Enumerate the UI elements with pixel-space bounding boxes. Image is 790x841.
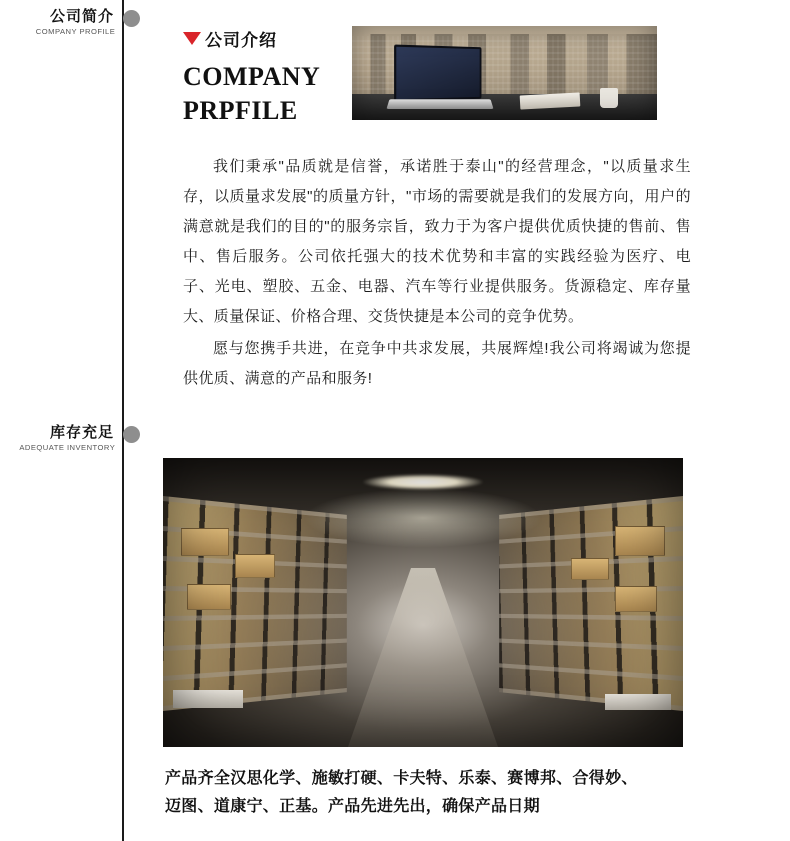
office-photo xyxy=(352,26,657,120)
red-triangle-icon xyxy=(183,32,201,45)
vertical-rail xyxy=(122,0,124,841)
section-marker-en-label: ADEQUATE INVENTORY xyxy=(19,443,116,452)
caption-line-2: 迈图、道康宁、正基。产品先进先出，确保产品日期 xyxy=(165,798,540,815)
company-profile-text xyxy=(183,152,691,394)
paragraph: 我们秉承"品质就是信誉，承诺胜于泰山"的经营理念，"以质量求生存，以质量求发展"的质量方针，"市场的需要就是我们的发展方向，用户的满意就是我们的目的"的服务宗旨，致力于为客户提供优质快捷的售前、售中、售后服务。公司依托强大的技术优势和丰富的实践经验为医疗、电子、光电、塑胶、五金、电器、汽车等行业提供服务。货源稳定、库存量大、质量保证、价格合理、交货快捷是本公司的竞争优势。 xyxy=(183,158,691,325)
rail-dot-icon xyxy=(123,426,140,443)
caption-line-1: 产品齐全汉思化学、施敏打硬、卡夫特、乐泰、赛博邦、合得妙、 xyxy=(165,770,638,787)
warehouse-photo xyxy=(163,458,683,747)
heading-en-line1: COMPANY xyxy=(183,62,321,91)
heading-cn-text: 公司介绍 xyxy=(205,31,277,50)
section-marker-cn-label: 公司简介 xyxy=(49,8,114,25)
photo-vignette xyxy=(352,26,657,120)
company-profile-heading xyxy=(183,26,353,127)
section-marker-cn-label: 库存充足 xyxy=(49,424,114,441)
section-marker-en-label: COMPANY PROFILE xyxy=(35,27,116,36)
heading-en-line2: PRPFILE xyxy=(183,96,298,125)
heading-cn-row xyxy=(183,26,353,51)
paragraph: 愿与您携手共进，在竞争中共求发展，共展辉煌!我公司将竭诚为您提供优质、满意的产品和服务! xyxy=(183,340,691,387)
inventory-caption xyxy=(165,765,695,821)
warehouse-vignette xyxy=(163,458,683,747)
section-marker-company-profile xyxy=(0,8,140,38)
section-marker-adequate-inventory xyxy=(0,424,140,454)
rail-dot-icon xyxy=(123,10,140,27)
